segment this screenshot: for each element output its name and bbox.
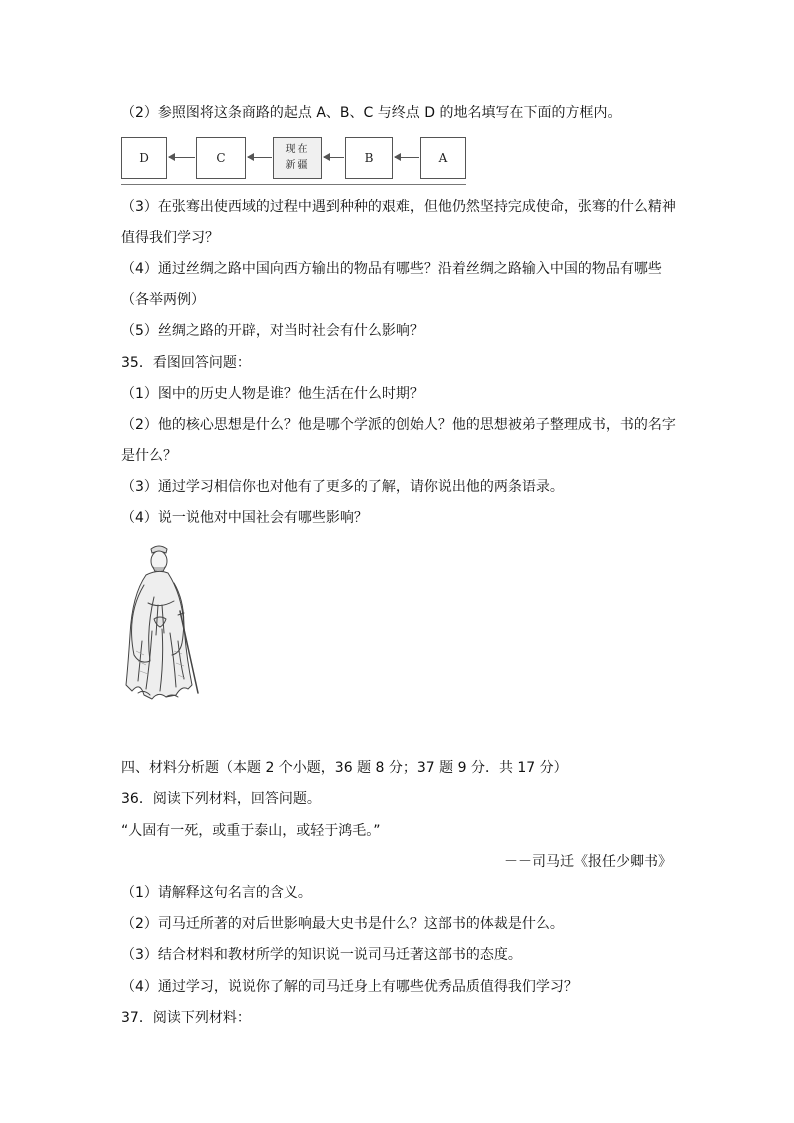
question-34-5: （5）丝绸之路的开辟，对当时社会有什么影响？ (121, 323, 424, 339)
box-c: C (196, 137, 246, 179)
question-35-2-line2: 是什么？ (121, 448, 177, 464)
question-34-3-line2: 值得我们学习？ (121, 230, 219, 246)
quote-source: －－司马迁《报任少卿书》 (504, 854, 672, 870)
question-36: 36．阅读下列材料，回答问题。 (121, 791, 321, 807)
arrow-icon (169, 157, 195, 158)
question-36-3: （3）结合材料和教材所学的知识说一说司马迁著这部书的态度。 (121, 947, 522, 963)
question-36-1: （1）请解释这句名言的含义。 (121, 885, 312, 901)
question-35-3: （3）通过学习相信你也对他有了更多的了解，请你说出他的两条语录。 (121, 479, 564, 495)
arrow-icon (395, 157, 419, 158)
section-4-heading: 四、材料分析题（本题 2 个小题，36 题 8 分；37 题 9 分．共 17 分） (121, 760, 568, 776)
box-d: D (121, 137, 167, 179)
question-37: 37．阅读下列材料： (121, 1010, 251, 1026)
box-a: A (420, 137, 466, 179)
question-35: 35．看图回答问题： (121, 355, 251, 371)
question-34-3-line1: （3）在张骞出使西域的过程中遇到种种的艰难，但他仍然坚持完成使命，张骞的什么精神 (121, 199, 676, 215)
box-b: B (345, 137, 393, 179)
arrow-icon (248, 157, 272, 158)
arrow-icon (324, 157, 344, 158)
quote: “人固有一死，或重于泰山，或轻于鸿毛。” (121, 823, 381, 839)
question-35-1: （1）图中的历史人物是谁？他生活在什么时期？ (121, 386, 424, 402)
box-xinjiang: 现在 新疆 (273, 137, 322, 179)
question-35-4: （4）说一说他对中国社会有哪些影响？ (121, 510, 368, 526)
question-35-2-line1: （2）他的核心思想是什么？他是哪个学派的创始人？他的思想被弟子整理成书，书的名字 (121, 417, 676, 433)
question-36-2: （2）司马迁所著的对后世影响最大史书是什么？这部书的体裁是什么。 (121, 916, 564, 932)
question-36-4: （4）通过学习，说说你了解的司马迁身上有哪些优秀品质值得我们学习？ (121, 979, 578, 995)
diagram-baseline (121, 184, 466, 185)
question-34-4-line2: （各举两例） (121, 292, 205, 308)
confucius-portrait-image (118, 541, 208, 709)
question-34-2: （2）参照图将这条商路的起点 A、B、C 与终点 D 的地名填写在下面的方框内。 (121, 105, 622, 121)
question-34-4-line1: （4）通过丝绸之路中国向西方输出的物品有哪些？沿着丝绸之路输入中国的物品有哪些 (121, 261, 662, 277)
